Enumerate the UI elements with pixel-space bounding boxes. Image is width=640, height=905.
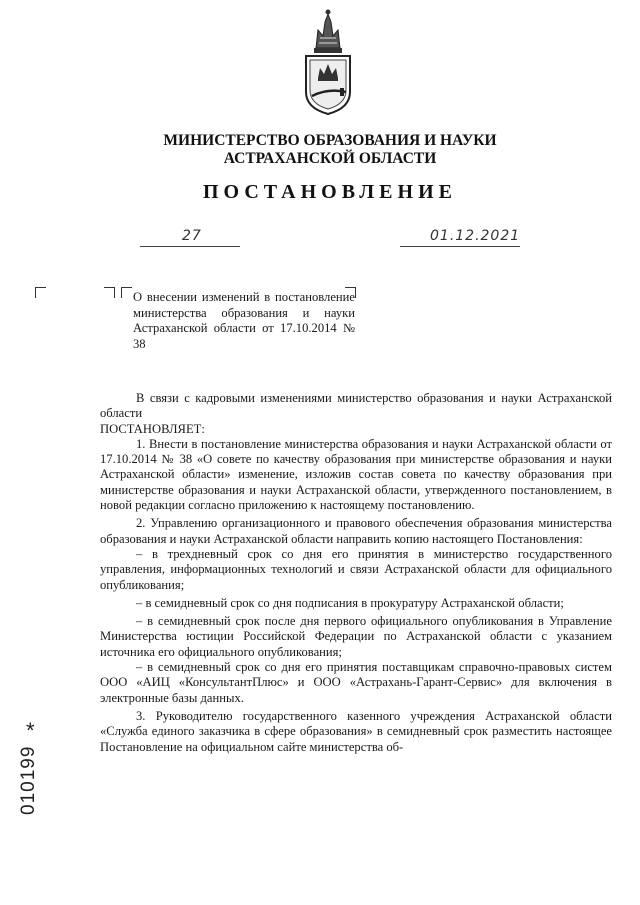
ministry-name-line1: МИНИСТЕРСТВО ОБРАЗОВАНИЯ И НАУКИ <box>163 132 497 149</box>
item-2-a: – в трехдневный срок со дня его принятия в министерство государственного управления, информационных технологий и связи Астраханской области для официального опубликования; <box>100 546 612 592</box>
coat-of-arms-emblem <box>296 8 360 116</box>
item-2-b: – в семидневный срок со дня подписания в прокуратуру Астраханской области; <box>136 595 564 610</box>
left-corner-bracket <box>35 287 46 298</box>
item-1: 1. Внести в постановление министерства образования и науки Астраханской области от 17.10.2014 № 38 «О совете по качеству образования при министерстве образования и науки Астраханской области» изменение, изложив состав совета по качеству образования при министерстве образования и науки Астраханской области, утвержденного постановлением, в новой редакции согласно приложению к настоящему постановлению. <box>100 436 612 513</box>
document-type-heading: ПОСТАНОВЛЕНИЕ <box>203 181 457 203</box>
document-date: 01.12.2021 <box>430 228 521 244</box>
document-title: О внесении изменений в постановление министерства образования и науки Астраханской области от 17.10.2014 № 38 <box>133 290 355 351</box>
margin-serial-number: 010199 <box>18 745 39 815</box>
item-2-c: – в семидневный срок после дня первого официального опубликования в Управление Министерства юстиции Российской Федерации по Астраханской области с указанием источника его официального опубликования; <box>100 614 612 659</box>
document-body <box>100 391 612 755</box>
decree-word: ПОСТАНОВЛЯЕТ: <box>100 421 205 436</box>
item-3: 3. Руководителю государственного казенного учреждения Астраханской области «Служба единого заказчика в сфере образования» в семидневный срок разместить настоящее Постановление на официальном сайте министерства об- <box>100 708 612 754</box>
date-underline <box>400 246 520 247</box>
intro-paragraph: В связи с кадровыми изменениями министерство образования и науки Астраханской области <box>100 391 612 421</box>
number-underline <box>140 246 240 247</box>
item-2-d: – в семидневный срок со дня его принятия поставщикам справочно-правовых систем ООО «АИЦ «КонсультантПлюс» и ООО «Астрахань-Гарант-Сервис» для включения в электронные базы данных. <box>100 660 612 705</box>
title-inner-bracket <box>121 287 132 298</box>
item-2: 2. Управлению организационного и правового обеспечения образования министерства образования и науки Астраханской области направить копию настоящего Постановления: <box>100 516 612 546</box>
ministry-name-line2: АСТРАХАНСКОЙ ОБЛАСТИ <box>223 150 437 167</box>
margin-star: * <box>26 718 35 743</box>
title-left-bracket <box>104 287 115 298</box>
document-number: 27 <box>182 228 202 244</box>
